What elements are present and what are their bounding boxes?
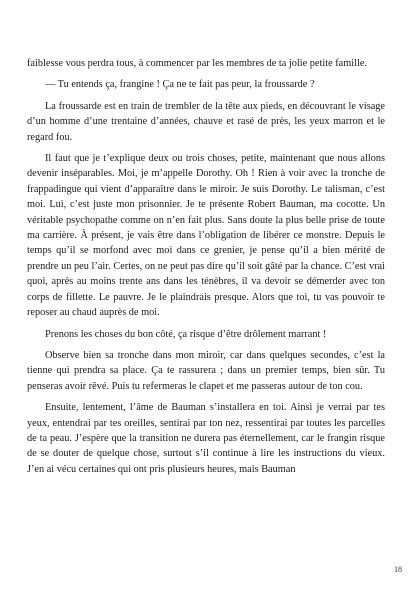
paragraph-6: Observe bien sa tronche dans mon miroir, car dans quelques secondes, c’est la tienne qui prendra sa place. Ça te rassurera ; dans un premier temps, bien sûr. Tu penseras avoir rêvé. Puis tu refermeras le clapet et me passeras autour de ton cou. (27, 349, 385, 392)
paragraph-5: Prenons les choses du bon côté, ça risque d’être drôlement marrant ! (45, 328, 327, 340)
page-number: 18 (394, 565, 402, 574)
paragraph-2: — Tu entends ça, frangine ! Ça ne te fait pas peur, la froussarde ? (45, 79, 315, 91)
paragraph-1: faiblesse vous perdra tous, à commencer par les membres de ta jolie petite famille. (27, 58, 367, 69)
paragraph-3: La froussarde est en train de trembler de la tête aux pieds, en découvrant le visage d’un homme d’une trentaine d’années, chauve et rasé de près, les yeux marron et le regard fou. (27, 100, 385, 143)
paragraph-7: Ensuite, lentement, l’âme de Bauman s’installera en toi. Ainsi je verrai par tes yeux, entendrai par tes oreilles, sentirai par ton nez, ressentirai par toutes les parcelles de ta peau. J’espère que la transition ne durera pas éternellement, car le frangin risque de se douter de quelque chose, surtout s’il continue à lire les instructions du vieux. J’en ai vécu certaines qui ont pris plusieurs heures, mais Bauman (27, 402, 385, 475)
paragraph-4: Il faut que je t’explique deux ou trois choses, petite, maintenant que nous allons devenir inséparables. Moi, je m’appelle Dorothy. Oh ! Rien à voir avec la tronche de frappadingue qui vient d’apparaître dans le miroir. Je suis Dorothy. Le talisman, c’est moi. Lui, c’est juste mon prisonnier. Je te présente Robert Bauman, ma cocotte. Un véritable psychopathe comme on n’en fait plus. Sans doute la plus belle prise de toute ma carrière. À présent, je vais être dans l’obligation de libérer ce monstre. Depuis le temps qu’il se morfond avec moi dans ce grenier, je pense qu’il a bien mérité de prendre un peu l’air. Certes, on ne peut pas dire qu’il soit gâté par la chance. C’est vrai quoi, après au moins trente ans dans les ténèbres, il va devoir se démerder avec ton corps de fillette. Le pauvre. Je le plaindrais presque. Alors que toi, tu vas pouvoir te reposer au chaud auprès de moi. (27, 153, 385, 319)
page-body (27, 56, 385, 477)
